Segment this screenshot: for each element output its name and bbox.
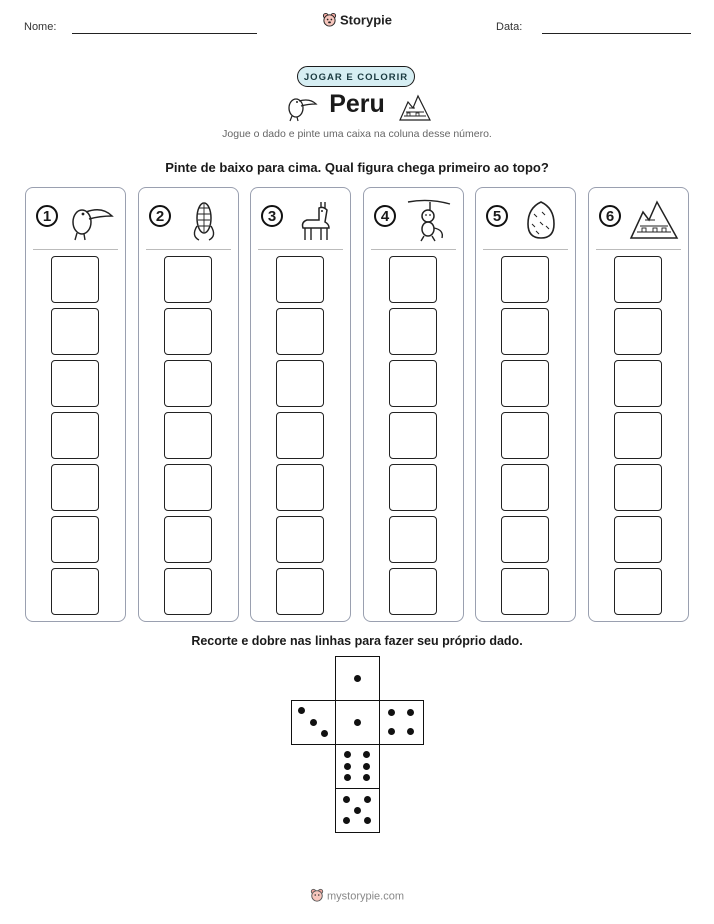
dice-face-1 <box>335 700 380 745</box>
dice-pip <box>363 763 370 770</box>
race-column-6 <box>588 187 689 622</box>
dice-pip <box>298 707 305 714</box>
name-label: Nome: <box>24 21 57 33</box>
color-box[interactable] <box>389 516 437 563</box>
date-line[interactable] <box>542 33 691 34</box>
color-box[interactable] <box>276 256 324 303</box>
board-heading: Pinte de baixo para cima. Qual figura chega primeiro ao topo? <box>165 160 549 175</box>
column-number: 5 <box>486 205 508 227</box>
color-box[interactable] <box>164 412 212 459</box>
cherimoya-icon <box>516 198 566 242</box>
column-divider <box>596 249 681 250</box>
color-box[interactable] <box>51 568 99 615</box>
dice-pip <box>364 796 371 803</box>
color-box[interactable] <box>501 256 549 303</box>
dice-pip <box>364 817 371 824</box>
dice-face-3 <box>291 700 336 745</box>
color-box[interactable] <box>501 360 549 407</box>
column-number: 6 <box>599 205 621 227</box>
color-box[interactable] <box>164 516 212 563</box>
brand-name: Storypie <box>339 12 392 28</box>
dice-face-5 <box>335 788 380 833</box>
instruction-text: Jogue o dado e pinte uma caixa na coluna desse número. <box>222 128 492 140</box>
column-divider <box>258 249 343 250</box>
bear-icon <box>322 12 337 30</box>
machu-picchu-icon <box>629 198 679 242</box>
color-box[interactable] <box>614 256 662 303</box>
column-divider <box>371 249 456 250</box>
color-box[interactable] <box>501 412 549 459</box>
color-box[interactable] <box>614 464 662 511</box>
race-column-4 <box>363 187 464 622</box>
toucan-icon <box>66 198 116 242</box>
page-title: Peru <box>329 90 385 118</box>
dice-pip <box>407 728 414 735</box>
dice-heading: Recorte e dobre nas linhas para fazer seu próprio dado. <box>191 634 523 648</box>
color-box[interactable] <box>389 256 437 303</box>
column-divider <box>33 249 118 250</box>
color-box[interactable] <box>164 256 212 303</box>
corn-icon <box>179 198 229 242</box>
dice-pip <box>344 774 351 781</box>
race-column-3 <box>250 187 351 622</box>
dice-pip <box>344 763 351 770</box>
monkey-icon <box>404 198 454 242</box>
color-box[interactable] <box>614 360 662 407</box>
color-box[interactable] <box>389 412 437 459</box>
dice-face-1 <box>335 656 380 701</box>
column-number: 1 <box>36 205 58 227</box>
name-line[interactable] <box>72 33 257 34</box>
dice-pip <box>321 730 328 737</box>
color-box[interactable] <box>51 464 99 511</box>
dice-pip <box>363 751 370 758</box>
dice-face-6 <box>335 744 380 789</box>
color-box[interactable] <box>501 464 549 511</box>
dice-pip <box>310 719 317 726</box>
date-label: Data: <box>496 21 523 33</box>
column-divider <box>483 249 568 250</box>
dice-pip <box>344 751 351 758</box>
dice-pip <box>388 728 395 735</box>
column-number: 2 <box>149 205 171 227</box>
footer-url: mystorypie.com <box>326 890 405 903</box>
race-column-5 <box>475 187 576 622</box>
dice-pip <box>354 719 361 726</box>
dice-pip <box>354 807 361 814</box>
color-box[interactable] <box>614 568 662 615</box>
color-box[interactable] <box>51 360 99 407</box>
column-number: 4 <box>374 205 396 227</box>
race-column-2 <box>138 187 239 622</box>
color-box[interactable] <box>614 412 662 459</box>
color-box[interactable] <box>164 568 212 615</box>
machu-picchu-icon <box>398 92 432 122</box>
activity-badge: JOGAR E COLORIR <box>297 66 415 87</box>
dice-pip <box>407 709 414 716</box>
color-box[interactable] <box>51 412 99 459</box>
color-box[interactable] <box>389 308 437 355</box>
color-box[interactable] <box>389 568 437 615</box>
dice-pip <box>363 774 370 781</box>
color-box[interactable] <box>276 412 324 459</box>
footer <box>0 888 714 905</box>
color-box[interactable] <box>51 308 99 355</box>
dice-face-4 <box>379 700 424 745</box>
color-box[interactable] <box>164 464 212 511</box>
color-box[interactable] <box>389 464 437 511</box>
llama-icon <box>291 198 341 242</box>
color-box[interactable] <box>276 516 324 563</box>
brand-logo <box>0 12 714 30</box>
color-box[interactable] <box>501 568 549 615</box>
color-box[interactable] <box>276 464 324 511</box>
color-box[interactable] <box>276 308 324 355</box>
bear-icon <box>310 888 324 905</box>
dice-pip <box>343 796 350 803</box>
color-box[interactable] <box>276 568 324 615</box>
color-box[interactable] <box>276 360 324 407</box>
color-box[interactable] <box>51 256 99 303</box>
color-box[interactable] <box>51 516 99 563</box>
color-box[interactable] <box>614 516 662 563</box>
color-box[interactable] <box>389 360 437 407</box>
dice-pip <box>388 709 395 716</box>
dice-pip <box>354 675 361 682</box>
dice-pip <box>343 817 350 824</box>
color-box[interactable] <box>164 360 212 407</box>
race-column-1 <box>25 187 126 622</box>
column-number: 3 <box>261 205 283 227</box>
color-box[interactable] <box>501 516 549 563</box>
color-box[interactable] <box>164 308 212 355</box>
column-divider <box>146 249 231 250</box>
color-box[interactable] <box>614 308 662 355</box>
color-box[interactable] <box>501 308 549 355</box>
